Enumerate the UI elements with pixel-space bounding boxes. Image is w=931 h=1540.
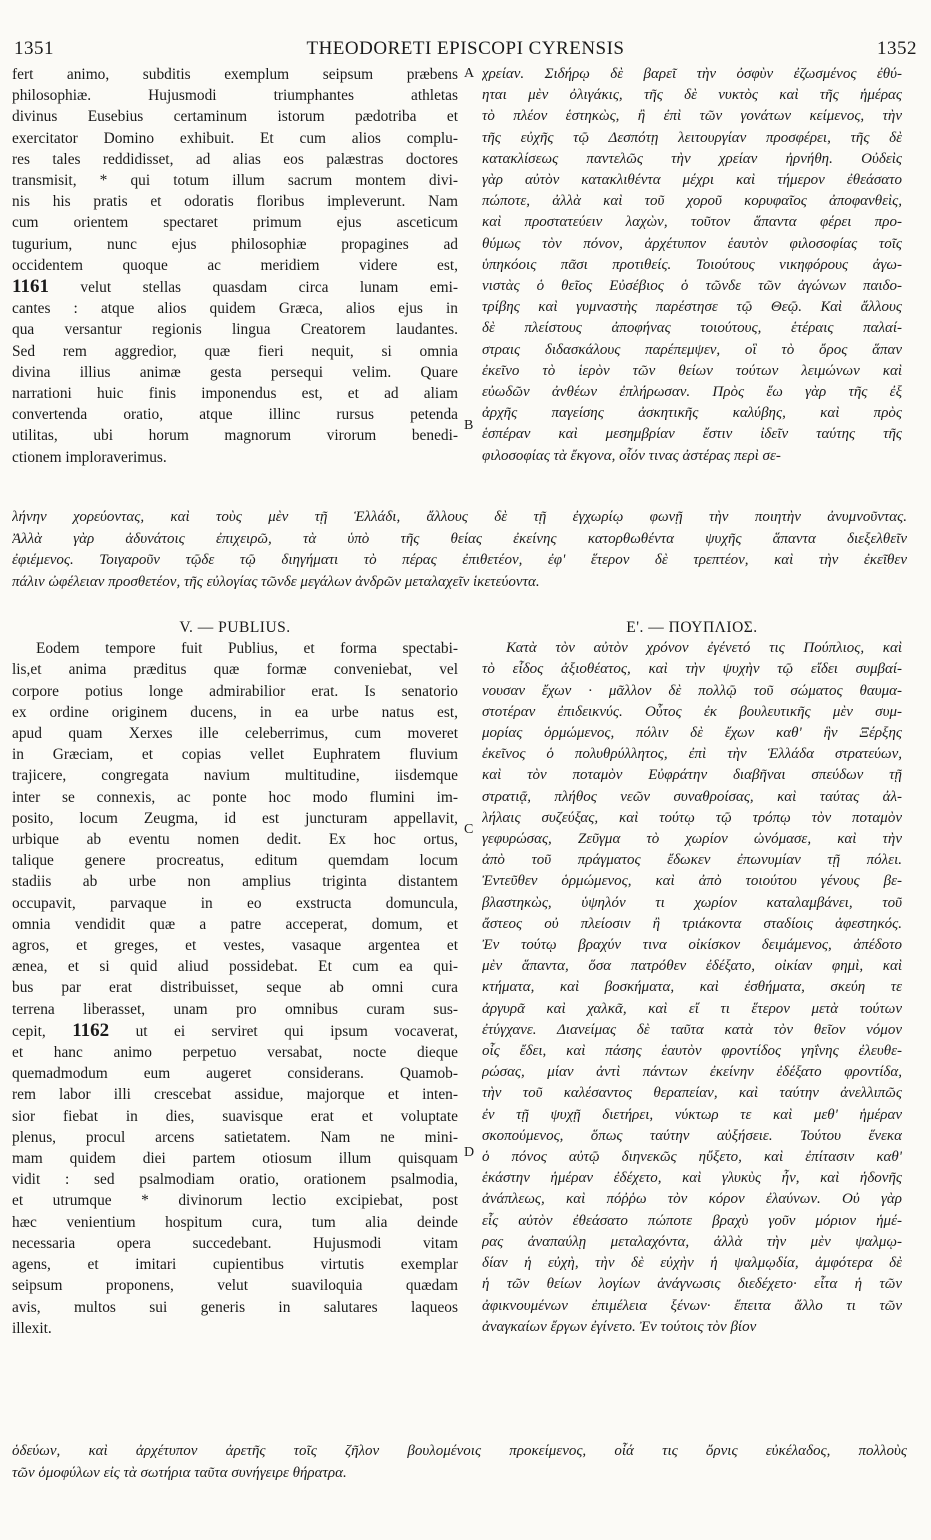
text-line: μορίας ὁρμώμενος, πόλιν δὲ ἔχων καθ' ἣν Ξέρξης [482, 725, 902, 742]
text-line: talique genere procreatus, editum quemdam locum [12, 852, 458, 870]
text-line: Sed rem aggredior, quæ fieri nequit, si omnia [12, 342, 458, 360]
text-line: fert animo, subditis exemplum seipsum præbens [12, 66, 458, 83]
greek-section-title: Ε'. — ΠΟΥΠΛΙΟΣ. [626, 619, 758, 636]
text-line: hæc venientium hospitum cura, tum alia deinde [12, 1213, 458, 1231]
text-line: cepit, 1162 ut ei serviret qui ipsum vocaverat, [12, 1019, 458, 1041]
text-line: divinus Eusebius certaminum istorum pædotriba et [12, 108, 458, 126]
text-line: inter se connexis, ac ponte hoc modo flumini im- [12, 788, 458, 806]
latin-section-title: V. — PUBLIUS. [179, 619, 291, 636]
text-line: in Græciam, et copias vellet Euphratem fluvium [12, 746, 458, 764]
running-title: THEODORETI EPISCOPI CYRENSIS [306, 38, 625, 59]
text-line: ηται μὲν ὀλιγάκις, τῆς δὲ νυκτὸς καὶ τῆς ἡμέρας [482, 87, 902, 104]
greek-full-width-1 [12, 507, 907, 593]
text-line: qua versantur regionis lingua Creatorem laudantes. [12, 321, 458, 339]
text-line: ἀπὸ τοῦ πράγματος ἔδωκεν ἐπωνυμίαν τῇ πόλει. [482, 852, 902, 869]
text-line: ἀφικνουμένων ἐπιμέλεια ξένων· ἔπειτα ἄλλο τι τῶν [482, 1297, 902, 1314]
text-line: terrena liberasset, unam pro omnibus curam sus- [12, 1000, 458, 1018]
text-line: τῆς εὐχῆς τῷ Δεσπότῃ λειτουργίαν προσφέρει, τῆς δὲ [482, 129, 902, 146]
text-line: rem labor illi crescebat assidue, majorque et inten- [12, 1086, 458, 1104]
text-line: corpore potius longe admirabilior erat. Is senatorio [12, 682, 458, 700]
text-line: et utrumque * divinorum lectio excipiebat, post [12, 1192, 458, 1210]
text-line: necessaria opera succedebant. Hujusmodi vitam [12, 1234, 458, 1252]
text-line: ἀργυρᾶ καὶ χαλκᾶ, καὶ εἴ τι ἕτερον μετὰ τούτων [482, 1000, 902, 1017]
greek-column-top [482, 64, 902, 467]
text-line: θύμως τὸν πόνον, ἀρχέτυπον ἑαυτὸν φιλοσοφίας τοῖς [482, 235, 902, 252]
text-line: philosophiæ. Hujusmodi triumphantes athletas [12, 87, 458, 105]
text-line: tugurium, nunc ejus philosophiæ propagines ad [12, 235, 458, 253]
text-line: ρώσας, μίαν ἀντὶ πάντων ἐκείνην ἐδέξατο φροντίδα, [482, 1064, 902, 1081]
text-line: λήλαις συζεύξας, καὶ τούτῳ τῷ τρόπῳ τὸν ποταμὸν [482, 809, 902, 826]
text-line: εὐωδῶν ἀνθέων ἐπλήρωσαν. Πρὸς ἕω γὰρ τῆς ἐξ [482, 384, 902, 401]
text-line: trajicere, congregata navium multitudine, iisdemque [12, 767, 458, 785]
text-line: Ἐντεῦθεν ὁρμώμενος, καὶ ἀπὸ τοιούτου γένους βε- [482, 873, 902, 890]
text-line: τὴν τοῦ καλέσαντος θεραπείαν, καὶ ταύτην ἀνελλιπῶς [482, 1085, 902, 1102]
text-line: cantes : atque alios quidem Græca, alios ejus in [12, 300, 458, 318]
text-line: vidit : sed psalmodiam oratio, orationem psalmodia, [12, 1171, 458, 1189]
text-line: πάλιν ὠφέλειαν προσθετέον, τῆς εὐλογίας τῶνδε μεγάλων ἀνδρῶν μεταλαχεῖν ἱκετεύοντα. [12, 573, 540, 590]
page-number-left: 1351 [14, 38, 54, 59]
text-line: ἐν τῇ ψυχῇ διετήρει, νύκτωρ τε καὶ μεθ' ἡμέραν [482, 1106, 902, 1123]
text-line: τὸ εἶδος ἀξιοθέατος, καὶ τὴν ψυχὴν τῷ εἴδει συμβαί- [482, 661, 902, 678]
text-line: τῶν ὁμοφύλων εἰς τὰ σωτήρια ταῦτα συνήγειρε θήρατρα. [12, 1464, 347, 1481]
text-line: sior fiebat in dies, suavisque erat et voluptate [12, 1107, 458, 1125]
text-line: γὰρ αὐτὸν κατακλιθέντα μέχρι καὶ τήμερον ἐθεάσατο [482, 172, 902, 189]
text-line: δίαν ἡ εὐχὴ, τὴν δὲ εὐχὴν ἡ ψαλμῳδία, ἀμφότερα δὲ [482, 1255, 902, 1272]
page-number-right: 1352 [877, 38, 917, 59]
text-line: occidentem quoque ac meridiem videre est, [12, 256, 458, 274]
text-line: quemadmodum eum augeret considerans. Quamob- [12, 1065, 458, 1083]
margin-letter-c: C [464, 822, 474, 837]
greek-column-bottom [482, 617, 902, 1338]
text-line: ὑπηκόοις πᾶσι προτιθείς. Τοιούτους νικηφόρους ἀγω- [482, 256, 902, 273]
text-line: γεφυρώσας, Ζεῦγμα τὸ χωρίον ὠνόμασε, καὶ τὴν [482, 831, 902, 848]
text-line: πώποτε, ἀλλὰ καὶ τοῦ χοροῦ κορυφαῖος ἀποφανθεὶς, [482, 193, 902, 210]
text-line: et hanc animo perpetuo versabat, nocte dieque [12, 1044, 458, 1062]
text-line: agens, et imitari cupientibus virtutis exemplar [12, 1256, 458, 1274]
text-line: occupavit, parvaque in eo exstructa domuncula, [12, 894, 458, 912]
text-line: transmisit, * qui totum illum sacrum montem divi- [12, 172, 458, 190]
text-line: divina illius animæ gesta persequi velim. Quare [12, 363, 458, 381]
text-line: ἐκεῖνο τὸ ἱερὸν τῶν θείων τούτων λειμώνων καὶ [482, 362, 902, 379]
text-line: νουσαν ἔχων · μᾶλλον δὲ πολλῷ τοῦ σώματος θαυμα- [482, 682, 902, 699]
text-line: res tales reddidisset, ad alias eos palæstras doctores [12, 150, 458, 168]
greek-full-width-2 [12, 1441, 907, 1484]
text-line: ὁ πόνος αὐτῷ διηνεκῶς ηὔξετο, καὶ ἐπίτασιν καθ' [482, 1149, 902, 1166]
text-line: lis,et anima præditus quæ formæ conveniebat, vel [12, 661, 458, 679]
text-line: illexit. [12, 1319, 52, 1337]
text-line: convertenda oratio, atque illinc rursus petenda [12, 406, 458, 424]
text-line: mam quidem diei partem otiosum illum quisquam [12, 1150, 458, 1168]
text-line: nis his pratis et odoratis floribus impleverunt. Nam [12, 193, 458, 211]
text-line: ctionem imploraverimus. [12, 448, 167, 466]
text-line: avis, multos sui generis in salutares laqueos [12, 1298, 458, 1316]
text-line: narrationi huic finis imponendus est, et ad aliam [12, 385, 458, 403]
margin-letter-a: A [464, 66, 475, 81]
text-line: δὲ πλείστους ἀποφήνας τοιούτους, ἑτέραις παλαί- [482, 320, 902, 337]
text-line: στοτέραν ἐπιδεικνύς. Οὗτος ἐκ βουλευτικῆς μὲν συμ- [482, 703, 902, 720]
text-line: νιστὰς ὁ θεῖος Εὐσέβιος ὁ τῶνδε τῶν ἀγώνων παιδο- [482, 278, 902, 295]
text-line: τὸ πλέον ἑστηκὼς, ἢ ἐπὶ τῶν γονάτων κείμενος, τὴν [482, 108, 902, 125]
text-line: στραις διδασκάλους παρέπεμψεν, οἳ τὸ ὄρος ἅπαν [482, 341, 902, 358]
text-line: utilitas, ubi horum magnorum virorum benedi- [12, 427, 458, 445]
text-line: ἐτύγχανε. Διανείμας δὲ ταῦτα κατὰ τὸν θεῖον νόμον [482, 1021, 902, 1038]
text-line: Eodem tempore fuit Publius, et forma spectabi- [36, 640, 458, 658]
text-line: omnia vendidit quæ a patre acceperat, domum, et [12, 915, 458, 933]
text-line: εἶς αὐτὸν ἐθεάσατο πώποτε βραχὺ γοῦν μόριον ἡμέ- [482, 1212, 902, 1229]
text-line: ἀνάπλεως, καὶ πόῤῥω τὸν κόρον ἐλαύνων. Οὐ γὰρ [482, 1191, 902, 1208]
latin-column-top [12, 64, 458, 468]
text-line: ἑσπέραν καὶ μεσημβρίαν ἔστιν ἰδεῖν ταύτης τῆς [482, 426, 902, 443]
text-line: ἐφιέμενος. Τοιγαροῦν τῷδε τῷ διηγήματι τὸ πέρας ἐπιθετέον, ἐφ' ἕτερον δὲ τρεπτέον, καὶ τὴν ἐκεῖθεν [12, 552, 907, 568]
text-line: Ἐν τούτῳ βραχύν τινα οἰκίσκον δειμάμενος, ἀπέδοτο [482, 937, 902, 954]
text-line: οἷς ἔδει, καὶ πάσης ἑαυτὸν φροντίδος γηΐνης ἐλευθε- [482, 1043, 902, 1060]
text-line: κατακλίσεως παντελῶς τὴν χρείαν ἠρνήθη. Οὐδεὶς [482, 150, 902, 167]
text-line: καὶ προστατεύειν λαχὼν, τοῦτον ἅπαντα φέρει προ- [482, 214, 902, 231]
text-line: posito, locum Zeugma, id est juncturam appellavit, [12, 809, 458, 827]
column-number: 1161 [12, 276, 49, 298]
text-line: ἐκεῖνος ὁ πολυθρύλλητος, ἐπὶ τὴν Ἑλλάδα στρατεύων, [482, 746, 902, 763]
text-line: ἄστεος οὐ πλείοσιν ἢ τριάκοντα σταδίοις ἀφεστηκός. [482, 915, 902, 932]
text-line: βλαστηκὼς, ὑψηλόν τι χωρίον καταλαμβάνει, τοῦ [482, 894, 902, 911]
text-line: ὁδεύων, καὶ ἀρχέτυπον ἀρετῆς τοῖς ζῆλον βουλομένοις προκείμενος, οἷά τις ὄρνις εὐκέλαδος, πολλοὺς [12, 1443, 907, 1459]
text-line: ἀναγκαίων ἔργων ἐγίνετο. Ἐν τούτοις τὸν βίον [482, 1318, 757, 1335]
text-line: Κατὰ τὸν αὐτὸν χρόνον ἐγένετό τις Πούπλιος, καὶ [506, 640, 902, 657]
text-line: bus par erat distribuisset, seque ab omni cura [12, 979, 458, 997]
text-line: urbique ab eventu nomen dedit. Ex hoc ortus, [12, 831, 458, 849]
text-line: ex ordine originem ducens, in ea urbe natus est, [12, 703, 458, 721]
text-line: ἑκάστην ἡμέραν ἐδέχετο, καὶ γλυκὺς ἦν, καὶ ἡδονῆς [482, 1170, 902, 1187]
margin-letter-b: B [464, 418, 474, 433]
text-line: φιλοσοφίας τὰ ἔκγονα, οἷόν τινας ἀστέρας περὶ σε- [482, 447, 781, 464]
text-line: stadiis ab urbe non amplius triginta distantem [12, 873, 458, 891]
column-number: 1162 [72, 1019, 110, 1041]
text-line: agros, et greges, et vestes, vasaque argentea et [12, 937, 458, 955]
latin-column-bottom [12, 617, 458, 1339]
text-line: seipsum proponens, velut suaviloquia quædam [12, 1277, 458, 1295]
text-line: στρατιᾷ, πλήθος νεῶν συναθροίσας, καὶ ταύτας ἀλ- [482, 788, 902, 805]
text-line: λήνην χορεύοντας, καὶ τοὺς μὲν τῇ Ἑλλάδι, ἄλλους δὲ τῇ ἐγχωρίῳ φωνῇ τὴν ποιητὴν ἀνυμνοῦντας. [12, 509, 907, 525]
text-line: 1161 velut stellas quasdam circa lunam emi- [12, 276, 458, 298]
page-header [14, 38, 917, 64]
text-line: τρίβης καὶ γυμναστὴς παρέστησε τῷ Θεῷ. Καὶ ἄλλους [482, 299, 902, 316]
text-line: plenus, procul arcens satietatem. Nam ne mini- [12, 1128, 458, 1146]
text-line: ἀρχῆς παγείσης ἀσκητικῆς καλύβης, καὶ πρὸς [482, 405, 902, 422]
text-line: μὲν ἅπαντα, ὅσα πατρόθεν ἐδέξατο, οἰκίαν φημὶ, καὶ [482, 958, 902, 975]
text-line: ρας ἀναπαύλῃ μεταλαχόντα, ἀλλὰ τὴν μὲν ψαλμῳ- [482, 1233, 902, 1250]
text-line: ænea, et si quid aliud possidebat. Et cum ea qui- [12, 958, 458, 976]
text-line: κτήματα, καὶ βοσκήματα, καὶ ἐσθήματα, σκεύη τε [482, 979, 902, 996]
text-line: exercitator Domino exhibuit. Et cum alios complu- [12, 129, 458, 147]
text-line: Ἀλλὰ γὰρ ἀδυνάτοις ἐπιχειρῶ, τὰ ὑπὸ τῆς θείας ἐκείνης κατορθωθέντα ψυχῆς ἅπαντα διεξελθεῖν [12, 530, 907, 547]
text-line: cum orientem spectaret primum ejus asceticum [12, 214, 458, 232]
text-line: σκοπούμενος, ὅπως ταύτην αὐξήσειε. Τούτου ἕνεκα [482, 1127, 902, 1144]
text-line: ἡ τῶν θείων λογίων ἀνάγνωσις διεδέχετο· εἶτα ἡ τῶν [482, 1276, 902, 1293]
text-line: καὶ τὸν ποταμὸν Εὐφράτην διαβῆναι σπεύδων τῇ [482, 767, 902, 784]
text-line: apud quam Xerxes ille celeberrimus, cum moveret [12, 725, 458, 743]
margin-letter-d: D [464, 1145, 475, 1160]
text-line: χρείαν. Σιδήρῳ δὲ βαρεῖ τὴν ὀσφὺν ἐζωσμένος ἐθύ- [482, 66, 902, 82]
